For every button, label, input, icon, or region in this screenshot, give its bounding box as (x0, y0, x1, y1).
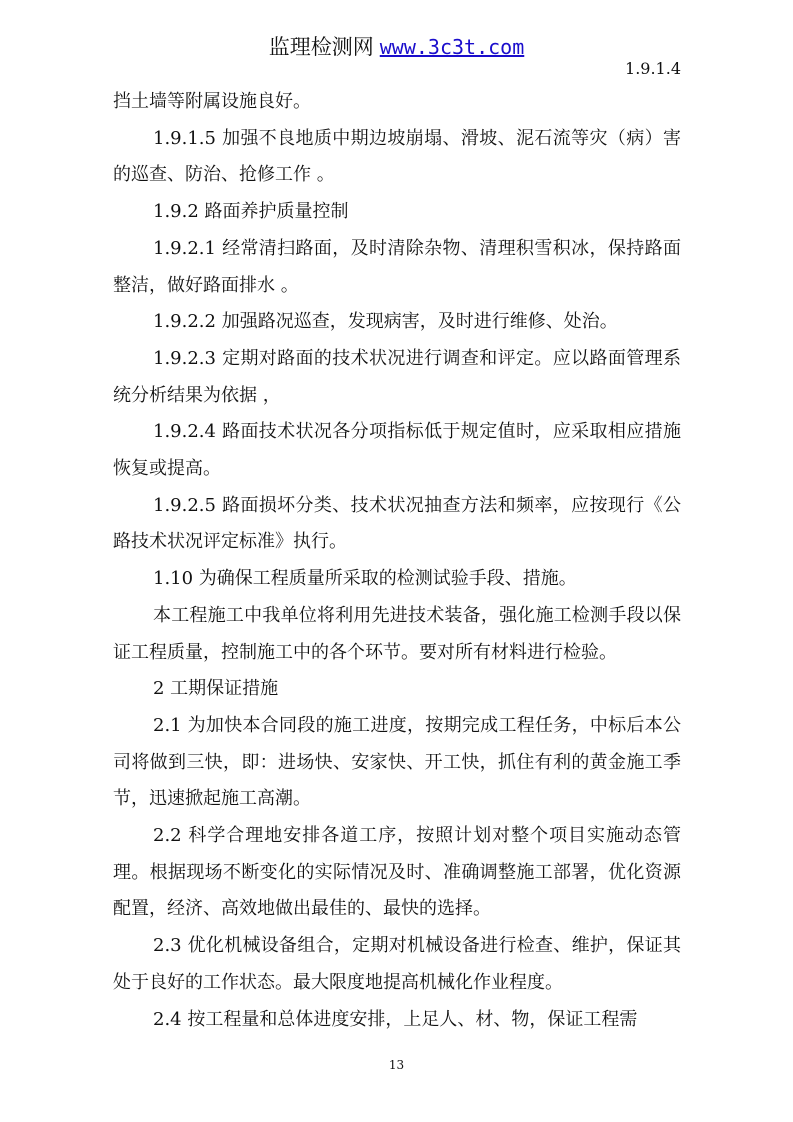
paragraph: 1.9.1.5 加强不良地质中期边坡崩塌、滑坡、泥石流等灾（病）害的巡查、防治、抢修工作 。 (113, 127, 681, 186)
paragraph: 1.9.2 路面养护质量控制 (153, 201, 349, 223)
page-header (0, 33, 793, 61)
paragraph: 挡土墙等附属设施良好。 (113, 91, 311, 112)
paragraph: 2 工期保证措施 (153, 678, 279, 700)
paragraph: 2.1 为加快本合同段的施工进度，按期完成工程任务，中标后本公司将做到三快，即：进场快、安家快、开工快，抓住有利的黄金施工季节，迅速掀起施工高潮。 (113, 714, 681, 810)
paragraph: 1.10 为确保工程质量所采取的检测试验手段、措施。 (153, 568, 577, 590)
paragraph: 2.2 科学合理地安排各道工序，按照计划对整个项目实施动态管理。根据现场不断变化的实际情况及时、准确调整施工部署，优化资源配置，经济、高效地做出最佳的、最快的选择。 (113, 825, 681, 920)
section-reference: 1.9.1.4 (625, 59, 681, 78)
paragraph: 本工程施工中我单位将利用先进技术装备，强化施工检测手段以保证工程质量，控制施工中的各个环节。要对所有材料进行检验。 (113, 604, 681, 663)
paragraph: 2.3 优化机械设备组合，定期对机械设备进行检查、维护，保证其处于良好的工作状态。最大限度地提高机械化作业程度。 (113, 935, 681, 993)
site-name: 监理检测网 (268, 35, 374, 59)
site-url-link[interactable]: www.3c3t.com (379, 35, 525, 59)
paragraph: 1.9.2.3 定期对路面的技术状况进行调查和评定。应以路面管理系统分析结果为依据 ， (113, 347, 681, 406)
page-number: 13 (388, 1058, 405, 1072)
paragraph: 1.9.2.1 经常清扫路面，及时清除杂物、清理积雪积冰，保持路面整洁，做好路面排水 。 (113, 237, 681, 296)
paragraph: 2.4 按工程量和总体进度安排，上足人、材、物，保证工程需 (153, 1008, 638, 1030)
paragraph: 1.9.2.2 加强路况巡查，发现病害，及时进行维修、处治。 (153, 311, 618, 333)
paragraph: 1.9.2.5 路面损坏分类、技术状况抽查方法和频率，应按现行《公路技术状况评定标准》执行。 (113, 494, 681, 553)
document-body (113, 84, 681, 1038)
paragraph: 1.9.2.4 路面技术状况各分项指标低于规定值时，应采取相应措施恢复或提高。 (113, 421, 681, 480)
